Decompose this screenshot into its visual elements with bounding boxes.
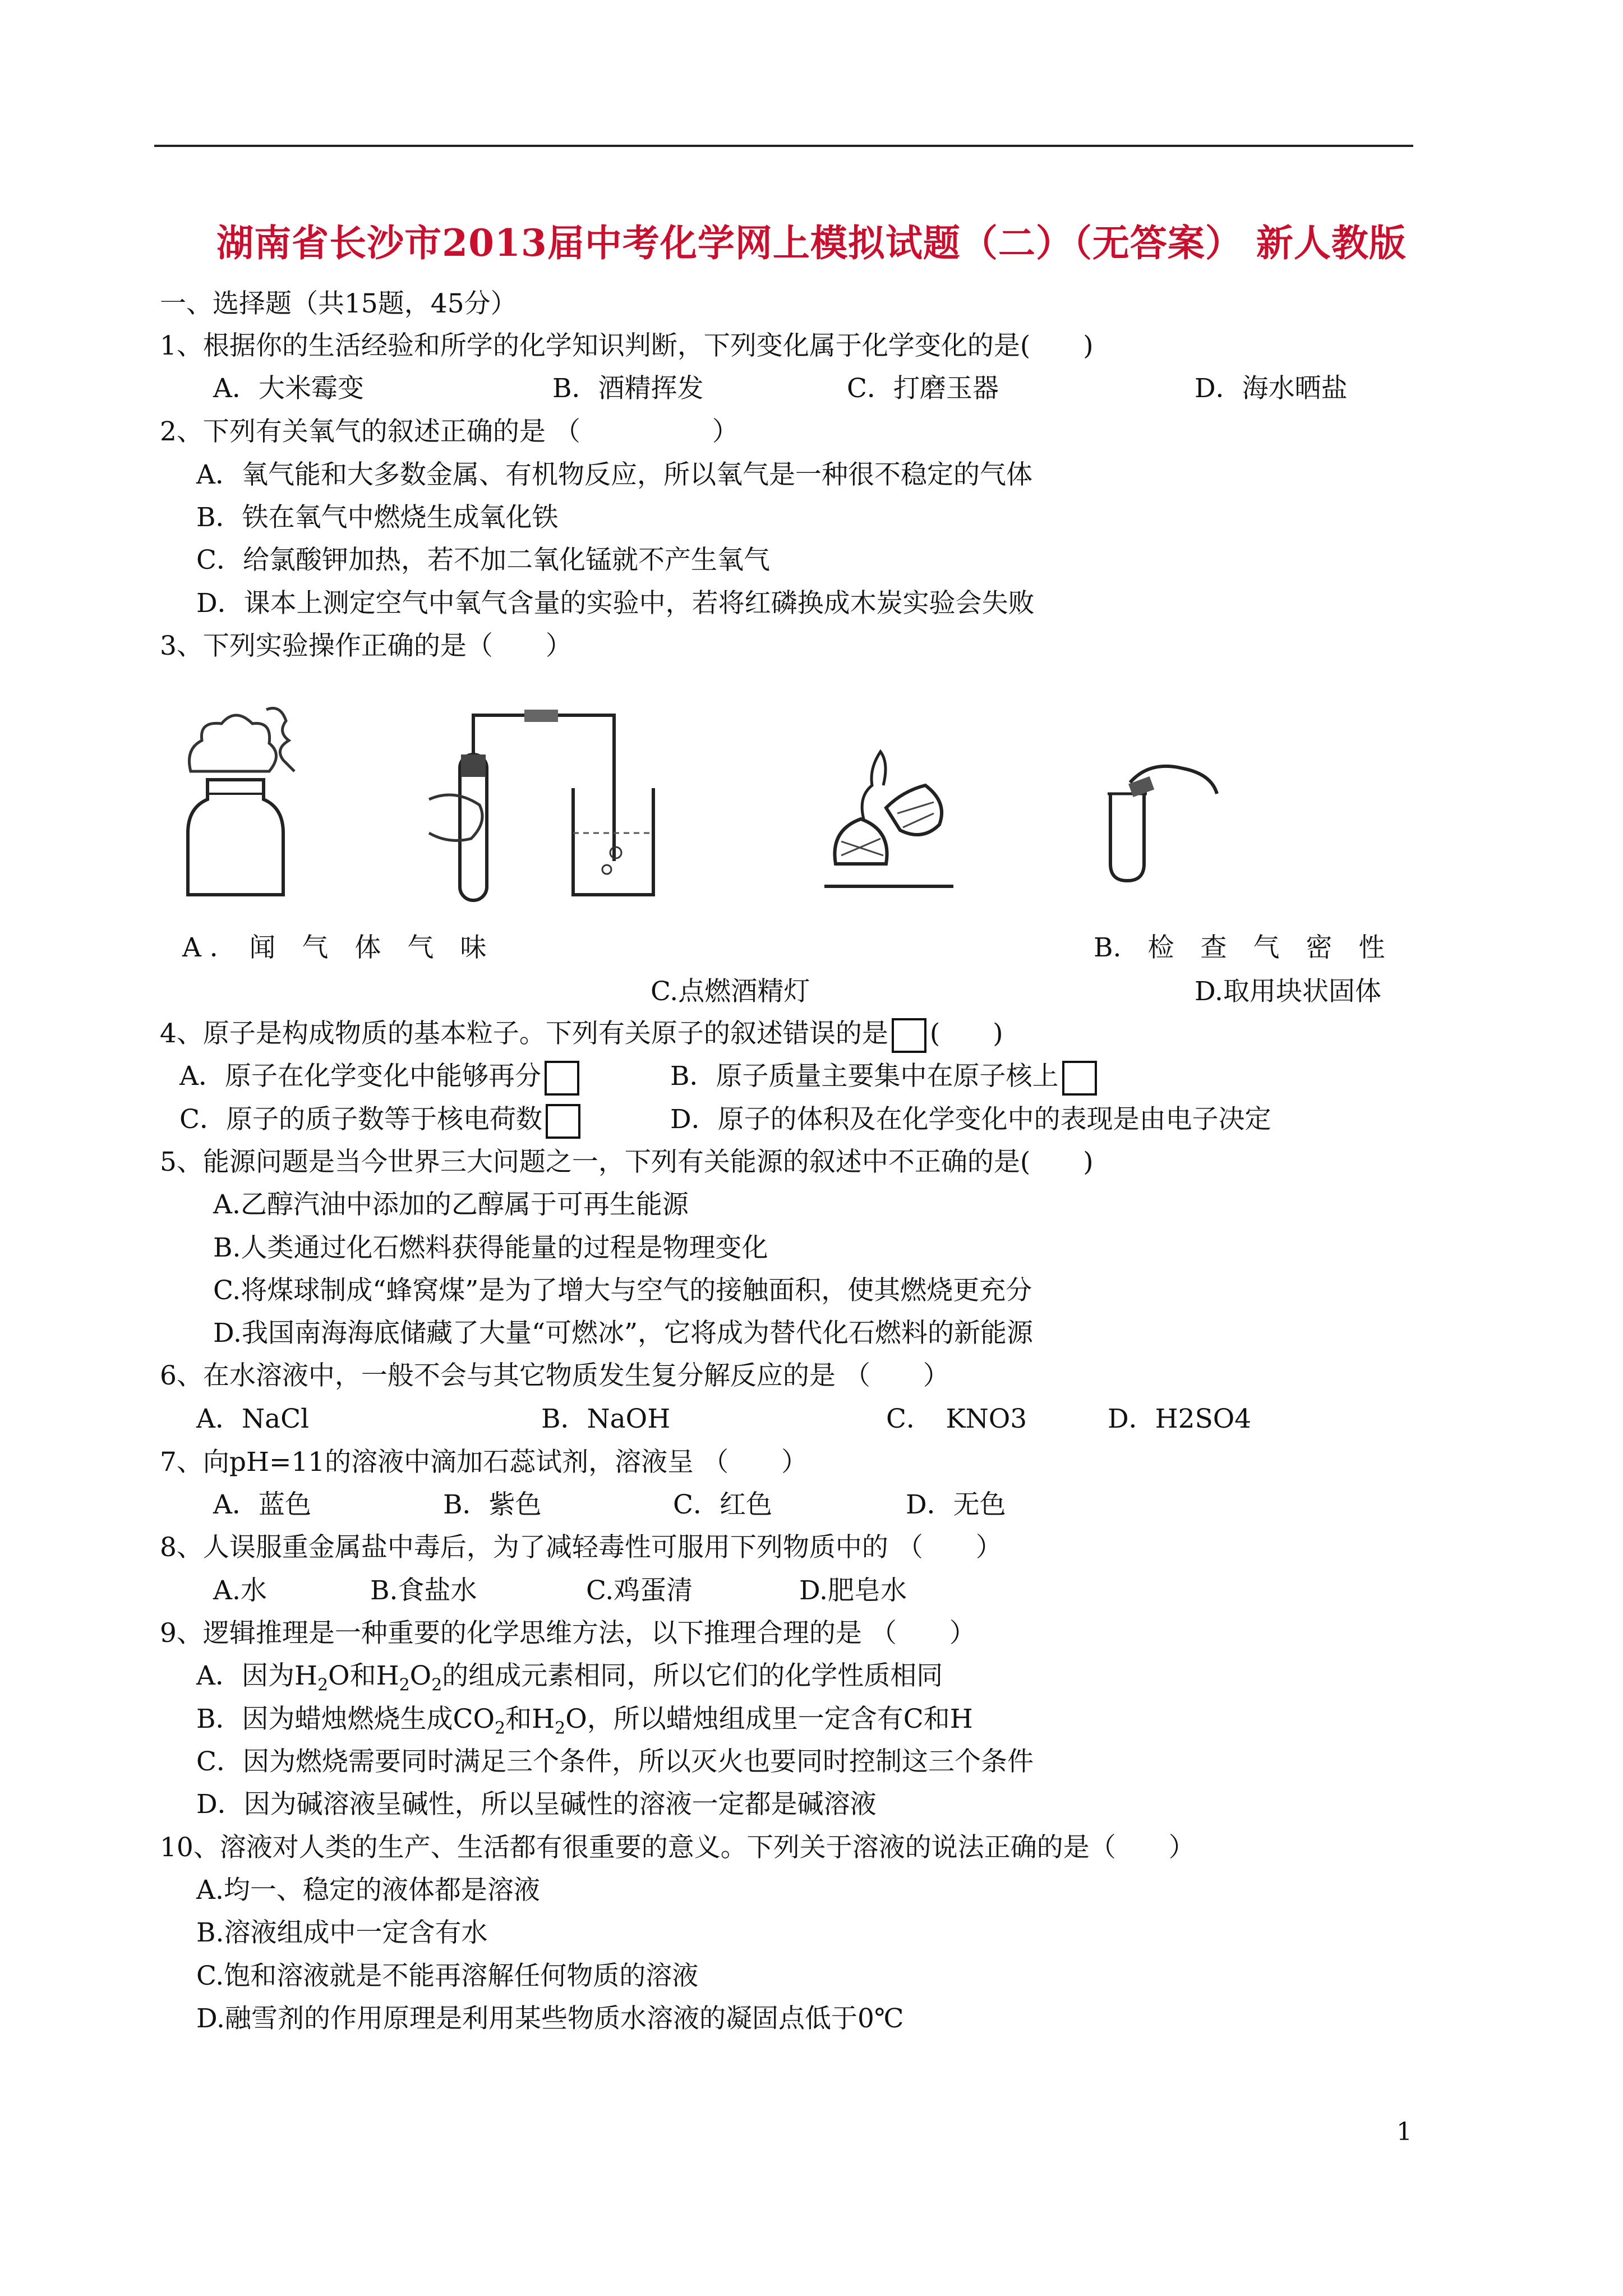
airtightness-figure: [426, 693, 662, 906]
q9-a-text: 的组成元素相同，所以它们的化学性质相同: [442, 1660, 943, 1691]
q9-option-c: C．因为燃烧需要同时满足三个条件，所以灭火也要同时控制这三个条件: [196, 1746, 1034, 1777]
q3-stem: 3、下列实验操作正确的是（ ）: [160, 631, 572, 661]
q4-stem: 4、原子是构成物质的基本粒子。下列有关原子的叙述错误的是: [160, 1018, 888, 1049]
q6-option-d: D．H2SO4: [1108, 1404, 1252, 1434]
q2-option-c: C．给氯酸钾加热，若不加二氧化锰就不产生氧气: [196, 545, 770, 576]
q10-option-d: D.融雪剂的作用原理是利用某些物质水溶液的凝固点低于0℃: [196, 2003, 904, 2034]
q3-option-b: B. 检 查 气 密 性: [1094, 932, 1385, 963]
subscript: 2: [555, 1718, 566, 1738]
q6-option-c: C． KNO3: [886, 1404, 1027, 1434]
q3-option-c: C.点燃酒精灯: [651, 976, 810, 1007]
q9-b-text: B．因为蜡烛燃烧生成CO: [196, 1704, 495, 1734]
section-heading: 一、选择题（共15题，45分）: [160, 288, 517, 319]
q4-option-c-line: [179, 1103, 584, 1139]
answer-box: [892, 1018, 926, 1053]
q2-option-a: A．氧气能和大多数金属、有机物反应，所以氧气是一种很不稳定的气体: [196, 459, 1032, 490]
q6-option-a: A．NaCl: [196, 1404, 310, 1434]
q1-option-b: B．酒精挥发: [552, 373, 704, 404]
subscript: 2: [317, 1675, 329, 1695]
answer-box: [1062, 1061, 1097, 1096]
q8-option-c: C.鸡蛋清: [586, 1575, 693, 1606]
q4-stem-line: [160, 1017, 1003, 1053]
q10-option-c: C.饱和溶液就是不能再溶解任何物质的溶液: [196, 1961, 699, 1991]
alcohol-lamp-figure: [819, 729, 959, 892]
q7-option-b: B．紫色: [443, 1489, 542, 1520]
q2-stem: 2、下列有关氧气的叙述正确的是 （ ）: [160, 416, 739, 447]
q1-option-a: A．大米霉变: [213, 373, 364, 404]
q5-stem: 5、能源问题是当今世界三大问题之一，下列有关能源的叙述中不正确的是( ): [160, 1147, 1094, 1177]
answer-box: [546, 1104, 580, 1139]
q10-option-b: B.溶液组成中一定含有水: [196, 1917, 488, 1948]
q9-option-d: D．因为碱溶液呈碱性，所以呈碱性的溶液一定都是碱溶液: [196, 1789, 877, 1820]
q9-a-text: O: [409, 1660, 432, 1691]
q9-a-text: A．因为H: [196, 1660, 317, 1691]
smell-gas-figure: [168, 687, 314, 900]
q4-option-a: A．原子在化学变化中能够再分: [179, 1061, 541, 1092]
q8-option-a: A.水: [213, 1575, 267, 1606]
q6-option-b: B．NaOH: [541, 1404, 671, 1434]
q1-stem: 1、根据你的生活经验和所学的化学知识判断，下列变化属于化学变化的是( ): [160, 330, 1094, 361]
q9-b-text: O，所以蜡烛组成里一定含有C和H: [565, 1704, 973, 1734]
q7-option-c: C．红色: [673, 1489, 772, 1520]
page-number: 1: [1396, 2118, 1412, 2146]
q5-option-c: C.将煤球制成“蜂窝煤”是为了增大与空气的接触面积，使其燃烧更充分: [213, 1275, 1032, 1306]
q4-option-c: C．原子的质子数等于核电荷数: [179, 1104, 542, 1135]
q4-option-b-line: [670, 1060, 1100, 1096]
q1-option-c: C．打磨玉器: [847, 373, 999, 404]
q3-option-d: D.取用块状固体: [1195, 976, 1381, 1007]
q1-option-d: D．海水晒盐: [1195, 373, 1348, 404]
q8-option-b: B.食盐水: [370, 1575, 477, 1606]
q9-a-text: O和H: [328, 1660, 399, 1691]
q6-stem: 6、在水溶液中，一般不会与其它物质发生复分解反应的是 （ ）: [160, 1360, 949, 1391]
q9-option-a: [196, 1659, 943, 1702]
q10-stem: 10、溶液对人类的生产、生活都有很重要的意义。下列关于溶液的说法正确的是（ ）: [160, 1832, 1195, 1863]
q5-option-d: D.我国南海海底储藏了大量“可燃冰”，它将成为替代化石燃料的新能源: [213, 1318, 1034, 1349]
q3-option-a: A ． 闻 气 体 气 味: [182, 932, 487, 963]
q8-option-d: D.肥皂水: [799, 1575, 907, 1606]
q4-option-d: D．原子的体积及在化学变化中的表现是由电子决定: [670, 1104, 1271, 1135]
subscript: 2: [399, 1675, 410, 1695]
answer-box: [545, 1061, 579, 1096]
q2-option-b: B．铁在氧气中燃烧生成氧化铁: [196, 502, 559, 533]
subscript: 2: [431, 1675, 442, 1695]
q5-option-a: A.乙醇汽油中添加的乙醇属于可再生能源: [213, 1189, 689, 1220]
q9-option-b: [196, 1703, 973, 1745]
q8-stem: 8、人误服重金属盐中毒后，为了减轻毒性可服用下列物质中的 （ ）: [160, 1532, 1002, 1563]
page-title: 湖南省长沙市2013届中考化学网上模拟试题（二）（无答案） 新人教版: [216, 221, 1407, 265]
q9-stem: 9、逻辑推理是一种重要的化学思维方法，以下推理合理的是 （ ）: [160, 1618, 976, 1649]
header-rule: [154, 145, 1413, 147]
q2-option-d: D．课本上测定空气中氧气含量的实验中，若将红磷换成木炭实验会失败: [196, 588, 1035, 619]
q10-option-a: A.均一、稳定的液体都是溶液: [196, 1875, 540, 1906]
q7-option-d: D．无色: [906, 1489, 1006, 1520]
q7-stem: 7、向pH=11的溶液中滴加石蕊试剂，溶液呈 （ ）: [160, 1447, 808, 1478]
block-solid-figure: [1099, 754, 1228, 884]
q5-option-b: B.人类通过化石燃料获得能量的过程是物理变化: [213, 1232, 768, 1263]
q7-option-a: A．蓝色: [213, 1489, 311, 1520]
subscript: 2: [495, 1718, 506, 1738]
q4-option-a-line: [179, 1060, 583, 1096]
q4-option-b: B．原子质量主要集中在原子核上: [670, 1061, 1059, 1092]
q9-b-text: 和H: [505, 1704, 555, 1734]
q4-stem-tail: ( ): [929, 1018, 1003, 1049]
